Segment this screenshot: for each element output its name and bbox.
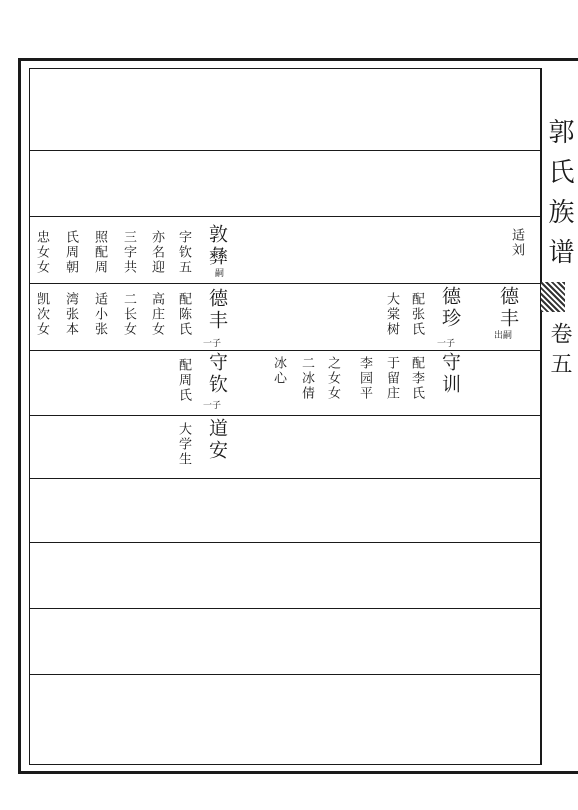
spine-title: 郭氏族谱: [544, 118, 574, 278]
gen3-3-col1: 配周氏: [176, 358, 191, 403]
gen1-name: 德丰: [497, 286, 519, 330]
gen3-2-col6: 凯次女: [34, 292, 49, 337]
gen3-1-col3: 三字共: [121, 230, 136, 275]
gen3-1-col2: 亦名迎: [149, 230, 164, 275]
gen2-spouse-1b: 大棠树: [384, 292, 399, 337]
gen1-note: 出嗣: [494, 331, 513, 341]
gen3-son-2: 一子: [203, 339, 222, 349]
gen3-note-1: 嗣: [213, 268, 223, 277]
gen3-2-col5: 湾张本: [63, 292, 78, 337]
gen3-4-col1: 大学生: [176, 422, 191, 467]
gen2-spouse-1a: 配张氏: [409, 292, 424, 337]
gen3-name-2: 德丰: [206, 288, 228, 332]
row-line-3: [29, 283, 541, 284]
gen3-1-col5: 氏周朝: [63, 230, 78, 275]
row-line-7: [29, 542, 541, 543]
table-frame: [29, 68, 541, 765]
gen3-son-3: 一子: [203, 401, 222, 411]
gen2-spouse-2e: 二冰倩: [299, 356, 314, 401]
gen2-spouse-2b: 于留庄: [384, 356, 399, 401]
gen3-name-3: 守钦: [206, 352, 228, 396]
row-line-4: [29, 350, 541, 351]
spine-volume: 卷五: [547, 322, 572, 382]
spine-divider: [541, 68, 542, 765]
row-line-6: [29, 478, 541, 479]
row-line-5: [29, 415, 541, 416]
gen3-2-col3: 二长女: [121, 292, 136, 337]
gen2-spouse-2c: 李园平: [357, 356, 372, 401]
gen3-2-col1: 配陈氏: [176, 292, 191, 337]
gen2-name-2: 守训: [439, 352, 461, 396]
row-line-2: [29, 216, 541, 217]
gen2-son-1: 一子: [437, 339, 456, 349]
gen3-1-col1: 字钦五: [176, 230, 191, 275]
gen3-name-4: 道安: [206, 418, 228, 462]
gen3-1-col4: 照配周: [92, 230, 107, 275]
row-line-1: [29, 150, 541, 151]
spine-ornament: [541, 282, 565, 312]
gen1-annotation: 适刘: [509, 228, 524, 258]
gen2-spouse-2a: 配李氏: [409, 356, 424, 401]
gen3-1-col6: 忠女女: [34, 230, 49, 275]
gen2-spouse-2f: 冰心: [271, 356, 286, 386]
row-line-9: [29, 674, 541, 675]
row-line-8: [29, 608, 541, 609]
gen3-2-col4: 适小张: [92, 292, 107, 337]
gen3-name-1: 敦彝: [206, 224, 228, 268]
gen3-2-col2: 高庄女: [149, 292, 164, 337]
gen2-spouse-2d: 之女女: [325, 356, 340, 401]
gen2-name-1: 德珍: [439, 286, 461, 330]
